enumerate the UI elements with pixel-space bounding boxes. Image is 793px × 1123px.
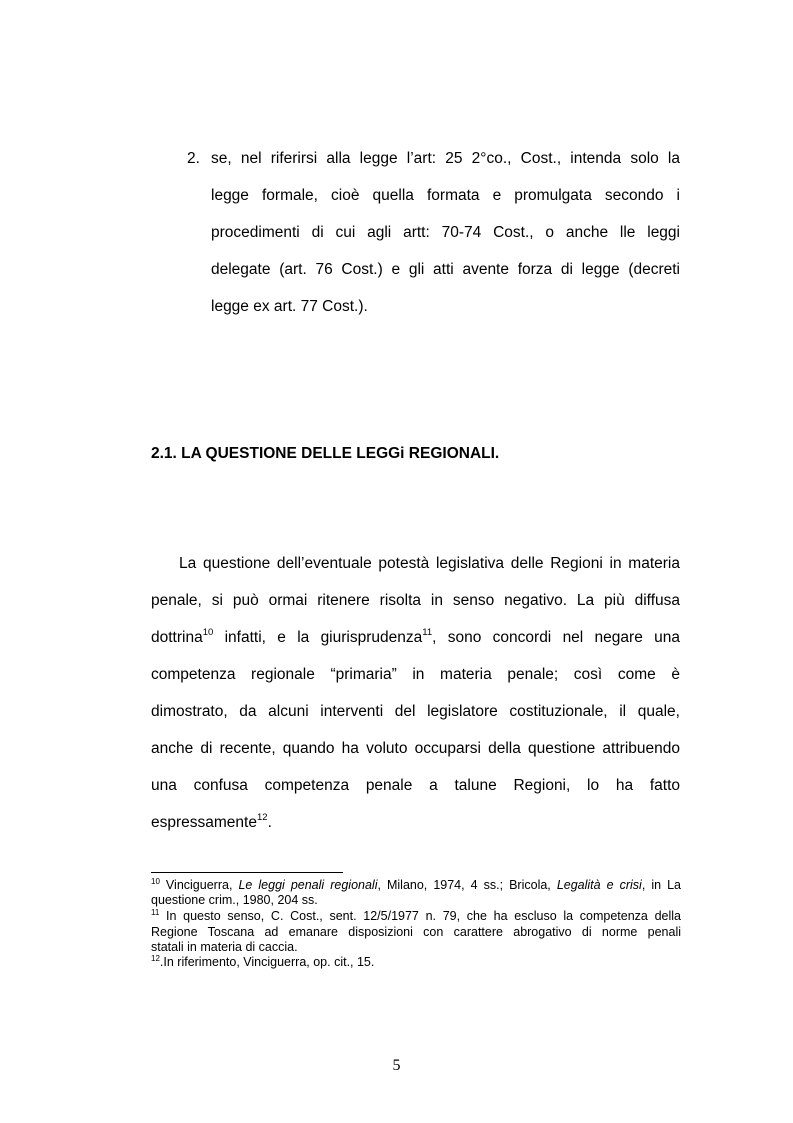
- text-giurisprudenza: infatti, e la giurisprudenza: [213, 629, 423, 646]
- paragraph-line-7: una confusa competenza penale a talune Regioni, lo ha fatto: [151, 777, 680, 794]
- footnote-10-title-2: Legalità e crisi: [556, 878, 642, 892]
- paragraph-line-1: La questione dell’eventuale potestà legislativa delle Regioni in materia: [179, 555, 680, 572]
- paragraph-line-5: dimostrato, da alcuni interventi del legislatore costituzionale, il quale,: [151, 703, 680, 720]
- footnote-10-line-1: [151, 878, 681, 893]
- list-number: 2.: [187, 150, 200, 167]
- paragraph-line-3: [151, 629, 680, 647]
- text-period: .: [267, 814, 272, 831]
- footnote-12: [151, 955, 681, 970]
- text-espressamente: espressamente: [151, 814, 257, 831]
- footnote-11-line-2: Regione Toscana ad emanare disposizioni con carattere abrogativo di norme penali: [151, 925, 681, 939]
- footnote-separator: [151, 872, 343, 873]
- footnote-10-line-2: questione crim., 1980, 204 ss.: [151, 893, 318, 907]
- footnote-12-text: .In riferimento, Vinciguerra, op. cit., 15.: [159, 955, 375, 969]
- footnote-12-mark: 12: [151, 954, 160, 963]
- list-item-line-3: procedimenti di cui agli artt: 70-74 Cost., o anche lle leggi: [211, 224, 680, 241]
- footnote-10-title-1: Le leggi penali regionali: [238, 878, 378, 892]
- page-number: 5: [392, 1057, 401, 1074]
- footnote-ref-10: 10: [202, 627, 214, 638]
- text-concordi: , sono concordi nel negare una: [432, 629, 680, 646]
- paragraph-line-2: penale, si può ormai ritenere risolta in senso negativo. La più diffusa: [151, 592, 680, 609]
- text-dottrina: dottrina: [151, 629, 203, 646]
- footnote-11-line-3: statali in materia di caccia.: [151, 940, 298, 954]
- list-item-line-2: legge formale, cioè quella formata e promulgata secondo i: [211, 187, 680, 204]
- section-heading: 2.1. LA QUESTIONE DELLE LEGGi REGIONALI.: [151, 445, 500, 462]
- paragraph-line-6: anche di recente, quando ha voluto occuparsi della questione attribuendo: [151, 740, 680, 757]
- footnote-11-line-1: [151, 909, 681, 924]
- list-item-line-4: delegate (art. 76 Cost.) e gli atti avente forza di legge (decreti: [211, 261, 680, 278]
- footnote-10-tail: , in La: [641, 878, 682, 892]
- footnote-11-mark: 11: [151, 908, 160, 917]
- list-item-line-1: se, nel riferirsi alla legge l’art: 25 2°co., Cost., intenda solo la: [211, 150, 680, 167]
- footnote-ref-11: 11: [422, 627, 433, 638]
- paragraph-line-4: competenza regionale “primaria” in materia penale; così come è: [151, 666, 680, 683]
- footnote-ref-12: 12: [256, 812, 268, 823]
- footnote-11-text: In questo senso, C. Cost., sent. 12/5/1977 n. 79, che ha escluso la competenza della: [159, 909, 681, 923]
- footnote-10-author: Vinciguerra,: [159, 878, 239, 892]
- list-item-line-5: legge ex art. 77 Cost.).: [211, 298, 368, 315]
- paragraph-line-8: [151, 814, 272, 832]
- footnote-10-mark: 10: [151, 877, 160, 886]
- footnote-10-text: , Milano, 1974, 4 ss.; Bricola,: [377, 878, 557, 892]
